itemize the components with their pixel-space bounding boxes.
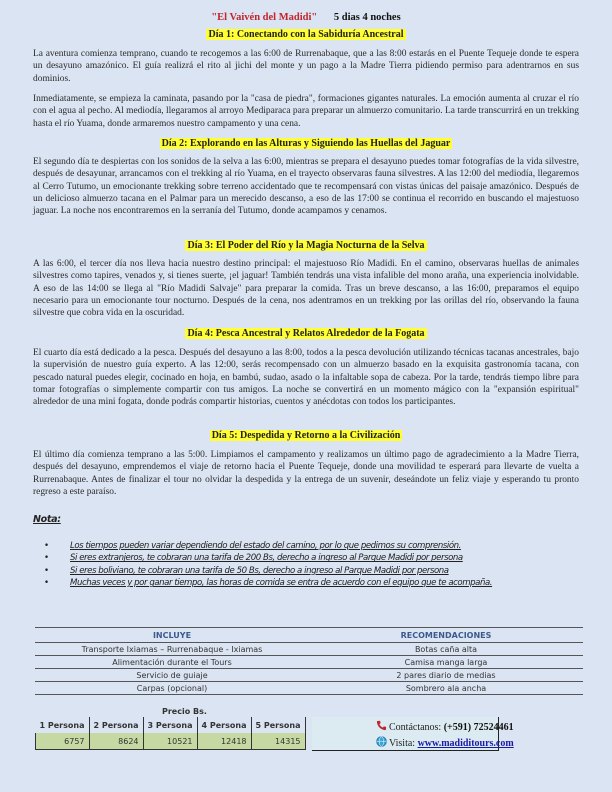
tour-name: "El Vaivén del Madidi" (211, 12, 318, 23)
includes-cell: Carpas (opcional) (35, 682, 309, 695)
day-1-paragraph-1: La aventura comienza temprano, cuando te recogemos a las 6:00 de Rurrenabaque, que a las 8:00 estarás en el Puente Tequeje donde te espera un desayuno amazónico. El guía realizrá el rito al jichi del monte y un pago a la Madre Tierra pidiendo permiso para adentrarnos en sus dominios. (33, 49, 579, 84)
contact-box (312, 717, 514, 751)
contact-web-row (376, 736, 514, 749)
day-4-title: Día 4: Pesca Ancestral y Relatos Alrededor de la Fogata (187, 328, 425, 339)
contact-phone-row (376, 720, 514, 733)
price-header-1: 1 Persona (36, 717, 90, 733)
recommendation-cell: Sombrero ala ancha (309, 682, 583, 695)
price-value-2: 8624 (89, 733, 143, 750)
web-label: Visita: (389, 738, 416, 749)
table-row (35, 682, 583, 695)
day-5-heading (0, 430, 612, 441)
table-row (35, 656, 583, 669)
note-text: Si eres extranjeros, te cobraran una tarifa de 200 Bs, derecho a ingreso al Parque Madidi por persona (70, 553, 463, 564)
nota-label: Nota: (33, 514, 61, 525)
includes-cell: Transporte Ixiamas – Rurrenabaque - Ixiamas (35, 643, 309, 656)
day-3-paragraph: A las 6:00, el tercer día nos lleva hacia nuestro destino principal: el majestuoso Río Madidi. En el camino, observaras huellas de animales silvestres como tapires, venados y, si tienes suerte, ¡el jaguar! También tendrás una vista infalible del mono araña, una experiencia inolvidable. A eso de las 14:00 se llega al "Río Madidi Salvaje" para preparar la comida. Tras un breve descanso, a las 16:00, preparamos el equipo necesario para un emocionante tour nocturno. Después de la cena, nos adentramos en un trekking por las orillas del río, observando la fauna silvestre que cobra vida en la oscuridad. (33, 259, 579, 319)
recommendation-cell: Botas caña alta (309, 643, 583, 656)
includes-recommendations-table (35, 627, 583, 695)
note-item (44, 541, 492, 553)
price-value-row (36, 733, 306, 750)
day-5-paragraph: El último día comienza temprano a las 5:00. Limpiamos el campamento y realizamos un último pago de agradecimiento a la Madre Tierra, después del desayuno, emprendemos el viaje de retorno hacia el Puente Tequeje, donde una movilidad te esperará para llevarte de vuelta a Rurrenabaque. Antes de finalizar el tour no olvidar la despedida y la entrega de un suvenir, deseándote un feliz viaje y esperando tu pronto regreso a este paraíso. (33, 450, 579, 497)
day-2-heading (0, 138, 612, 149)
website-link[interactable]: www.madiditours.com (417, 738, 514, 749)
table-header-row (35, 628, 583, 643)
price-header-2: 2 Persona (89, 717, 143, 733)
note-text: Los tiempos pueden variar dependiendo del estado del camino, por lo que pedimos su comprensión. (70, 541, 461, 551)
phone-label: Contáctanos: (389, 722, 442, 733)
price-header-5: 5 Persona (251, 717, 305, 733)
includes-cell: Alimentación durante el Tours (35, 656, 309, 669)
day-1-heading (0, 29, 612, 40)
tour-duration: 5 dias 4 noches (333, 12, 401, 23)
price-header-3: 3 Persona (143, 717, 197, 733)
globe-icon (376, 736, 387, 747)
price-value-1: 6757 (36, 733, 90, 750)
price-value-3: 10521 (143, 733, 197, 750)
recommendation-cell: Camisa manga larga (309, 656, 583, 669)
table-row (35, 643, 583, 656)
day-1-title: Día 1: Conectando con la Sabiduría Ancestral (208, 29, 404, 40)
recommendation-cell: 2 pares diario de medias (309, 669, 583, 682)
includes-cell: Servicio de guiaje (35, 669, 309, 682)
price-header-row (36, 717, 306, 733)
note-text: Muchas veces y por ganar tiempo, las horas de comida se entra de acuerdo con el equipo que te acompaña. (70, 578, 493, 589)
day-3-heading (0, 240, 612, 251)
note-item (44, 566, 492, 578)
note-item (44, 578, 492, 590)
day-2-paragraph: El segundo día te despiertas con los sonidos de la selva a las 6:00, mientras se prepara el desayuno puedes tomar fotografías de la vida silvestre, después de desayunar, arrancamos con el trekking al río Yuama, en el trayecto observaras fauna silvestres. A las 12:00 del mediodía, llegaremos al Cerro Tutumo, un emocionante trekking sobre terreno accidentado que te recompensará con vistas únicas del paisaje amazónico. Después de un delicioso almuerzo tacana en el Palmar para un merecido descanso, a eso de las 17:00 se continua el recorrido en buscando el majestuoso jaguar. La noche nos encontraremos en la serranía del Tutumo, donde acampamos y cenamos. (33, 157, 579, 217)
day-4-heading (0, 328, 612, 339)
phone-number[interactable]: (+591) 72524461 (443, 722, 514, 733)
price-value-5: 14315 (251, 733, 305, 750)
price-header-4: 4 Persona (197, 717, 251, 733)
note-text: Si eres boliviano, te cobraran una tarifa de 50 Bs, derecho a ingreso al Parque Madidi por persona (70, 565, 449, 576)
table-row (35, 669, 583, 682)
notes-list (44, 541, 492, 591)
day-2-title: Día 2: Explorando en las Alturas y Siguiendo las Huellas del Jaguar (161, 138, 451, 149)
day-5-title: Día 5: Despedida y Retorno a la Civilización (211, 430, 401, 441)
price-table (35, 717, 306, 750)
day-1-paragraph-2: Inmediatamente, se empieza la caminata, pasando por la "casa de piedra", formaciones gigantes naturales. La emoción aumenta al cruzar el río con el agua al pecho. Al mediodía, llegaramos al arroyo Mediparaca para preparar un almuerzo comunitario. La tarde transcurrirá en un trekking hasta el río Yuama, donde armaremos nuestro campamento y una cena. (33, 94, 579, 129)
includes-header: INCLUYE (35, 628, 309, 643)
note-item (44, 553, 492, 565)
price-value-4: 12418 (197, 733, 251, 750)
day-3-title: Día 3: El Poder del Río y la Magia Nocturna de la Selva (187, 240, 425, 251)
document-title (0, 12, 612, 23)
recommendations-header: RECOMENDACIONES (309, 628, 583, 643)
phone-icon (376, 720, 387, 731)
day-4-paragraph: El cuarto día está dedicado a la pesca. Después del desayuno a las 8:00, todos a la pesca devolución utilizando técnicas tacanas ancestrales, bajo la supervisión de nuestro guía experto. A las 12:00, serás recompensado con un almuerzo basado en la exquisita gastronomía tacana, con pescado natural puedes elegir, cocinado en hoja, en bambú, sudao, asado o la infaltable sopa de cabeza. Por la tarde, tendrás tiempo libre para tomar fotografías o simplemente compartir con tus amigos. La noche se convertirá en un momento mágico con la "expansión espiritual" alrededor de una mini fogata, donde podrás compartir historias, cuentos y anécdotas con todos los participantes. (33, 348, 579, 408)
price-label: Precio Bs. (162, 707, 207, 716)
